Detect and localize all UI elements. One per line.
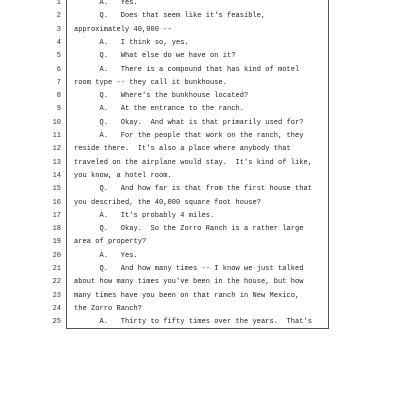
line-text: A. Yes. (74, 0, 138, 7)
transcript-line (56, 0, 328, 10)
line-text: reside there. It's also a place where anybody that (74, 145, 291, 154)
line-number: 7 (56, 78, 61, 87)
line-number: 12 (52, 145, 61, 154)
transcript-line (52, 250, 328, 263)
line-text: the Zorro Ranch? (74, 304, 143, 313)
transcript-line (52, 236, 328, 249)
line-text: Q. Where's the bunkhouse located? (74, 92, 249, 101)
line-text: many times have you been on that ranch in New Mexico, (74, 291, 300, 300)
line-text: Q. Okay. And what is that primarily used for? (74, 118, 304, 127)
transcript-frame (52, 0, 329, 329)
line-text: A. It's probably 4 miles. (74, 211, 215, 220)
line-number: 18 (52, 225, 61, 234)
transcript-line (52, 143, 328, 156)
line-text: Q. What else do we have on it? (74, 52, 236, 61)
line-number: 24 (52, 304, 61, 313)
line-number: 16 (52, 198, 61, 207)
line-text: A. Yes. (74, 251, 138, 260)
line-text: A. For the people that work on the ranch, they (74, 132, 304, 140)
line-number: 13 (52, 158, 61, 167)
line-number: 17 (52, 211, 61, 220)
line-text: Q. Okay. So the Zorro Ranch is a rather large (74, 225, 304, 234)
transcript-line (52, 263, 328, 276)
transcript-line (52, 197, 328, 210)
line-number: 9 (56, 105, 61, 114)
transcript-line (52, 316, 328, 329)
line-number: 15 (52, 185, 61, 194)
line-number: 19 (52, 238, 61, 247)
line-text: A. Thirty to fifty times over the years. That's (74, 318, 313, 327)
line-text: approximately 40,000 -- (74, 25, 172, 34)
line-number: 10 (52, 118, 61, 127)
line-text: area of property? (74, 238, 147, 247)
line-text: you know, a hotel room. (74, 171, 172, 180)
line-text: traveled on the airplane would stay. It's kind of like, (74, 158, 313, 167)
transcript-line (52, 157, 328, 170)
line-text: Q. And how far is that from the first house that (74, 185, 313, 194)
line-number: 8 (56, 92, 61, 101)
transcript-line (52, 170, 328, 183)
transcript-line (52, 210, 328, 223)
transcript-line (56, 64, 328, 77)
transcript-line (52, 130, 328, 143)
line-number: 1 (56, 0, 61, 7)
line-number: 6 (56, 65, 61, 74)
line-number: 2 (56, 12, 61, 21)
line-number: 21 (52, 265, 61, 273)
transcript-line (56, 10, 328, 23)
transcript-line (52, 223, 328, 236)
line-number: 20 (52, 251, 61, 260)
line-text: A. I think so, yes. (74, 38, 189, 47)
line-text: Q. Does that seem like it's feasible, (74, 12, 266, 21)
transcript-line (56, 24, 328, 37)
transcript-line (56, 77, 328, 90)
line-text: A. There is a compound that has kind of motel (74, 65, 300, 74)
line-number: 3 (56, 25, 61, 34)
transcript-line (52, 303, 328, 316)
line-number: 23 (52, 291, 61, 300)
line-text: room type -- they call it bunkhouse. (74, 78, 228, 87)
line-text: about how many times you've been in the house, but how (74, 278, 304, 287)
line-text: you described, the 40,000 square foot house? (74, 198, 262, 207)
line-number: 5 (56, 52, 61, 61)
transcript-line (52, 183, 328, 196)
transcript-line (56, 103, 328, 116)
line-number: 22 (52, 278, 61, 287)
line-number: 11 (52, 132, 61, 140)
transcript-line (56, 90, 328, 103)
line-number: 25 (52, 318, 61, 327)
line-text: Q. And how many times -- I know we just talked (74, 265, 304, 273)
transcript-line (52, 276, 328, 289)
transcript-line (56, 50, 328, 63)
line-number: 4 (56, 38, 61, 47)
transcript-line (56, 37, 328, 50)
transcript-line (52, 117, 328, 130)
transcript-line (52, 290, 328, 303)
line-text: A. At the entrance to the ranch. (74, 105, 245, 114)
line-number: 14 (52, 171, 61, 180)
